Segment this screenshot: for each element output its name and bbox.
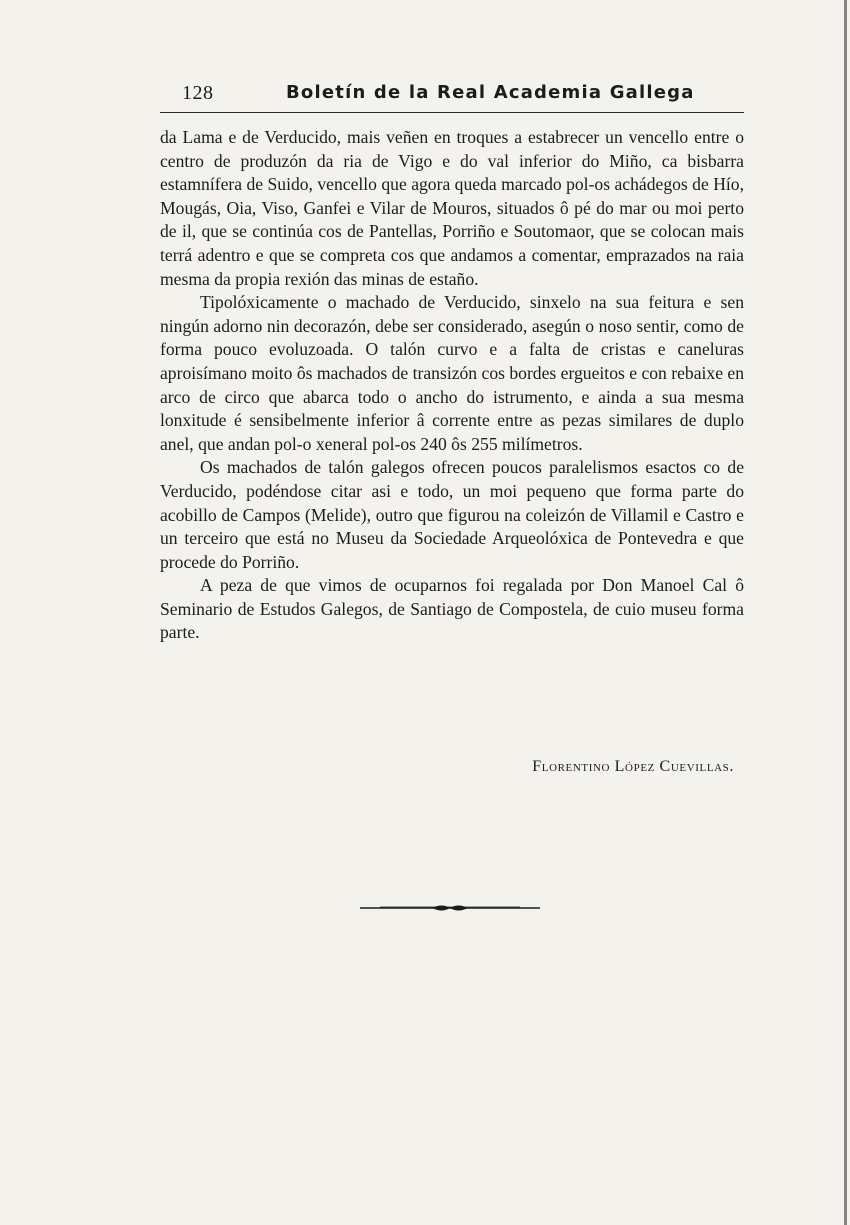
running-title: Boletín de la Real Academia Gallega [286,82,695,103]
body-text [160,126,744,645]
running-header [160,78,744,113]
author-signature: Florentino López Cuevillas. [532,758,734,775]
paragraph-3: Os machados de talón galegos ofrecen poucos paralelismos esactos co de Verducido, podéndose citar asi e todo, un moi pequeno que forma parte do acobillo de Campos (Melide), outro que figurou na coleizón de Villamil e Castro e un terceiro que está no Museu da Sociedade Arqueolóxica de Pontevedra e que procede do Porriño. [160,457,744,572]
page-edge-shadow [842,0,848,1225]
end-ornament-icon [360,898,540,918]
page-number: 128 [182,82,214,104]
paragraph-2: Tipolóxicamente o machado de Verducido, sinxelo na sua feitura e sen ningún adorno nin decorazón, debe ser considerado, asegún o noso sentir, como de forma pouco evoluzoada. O talón curvo e a falta de cristas e caneluras aproisímano moito ôs machados de transizón cos bordes ergueitos e con rebaixe en arco de circo que abarca todo o ancho do istrumento, e ainda a sua mesma lonxitude é sensibelmente inferior â corrente entre as pezas similares de duplo anel, que andan pol-o xeneral pol-os 240 ôs 255 milímetros. [160,292,745,454]
paragraph-1: da Lama e de Verducido, mais veñen en troques a estabrecer un vencello entre o centro de produzón da ria de Vigo e do val inferior do Miño, ca bisbarra estamnífera de Suido, vencello que agora queda marcado pol-os achádegos de Hío, Mougás, Oia, Viso, Ganfei e Vilar de Mouros, situados ô pé do mar ou moi perto de il, que se continúa cos de Pantellas, Porriño e Soutomaor, que se colocan mais terrá adentro e que se compreta cos que andamos a comentar, emprazados na raia mesma da propia rexión das minas de estaño. [160,127,744,289]
paragraph-4: A peza de que vimos de ocuparnos foi regalada por Don Manoel Cal ô Seminario de Estudos Galegos, de Santiago de Compostela, de cuio museu forma parte. [160,575,744,643]
